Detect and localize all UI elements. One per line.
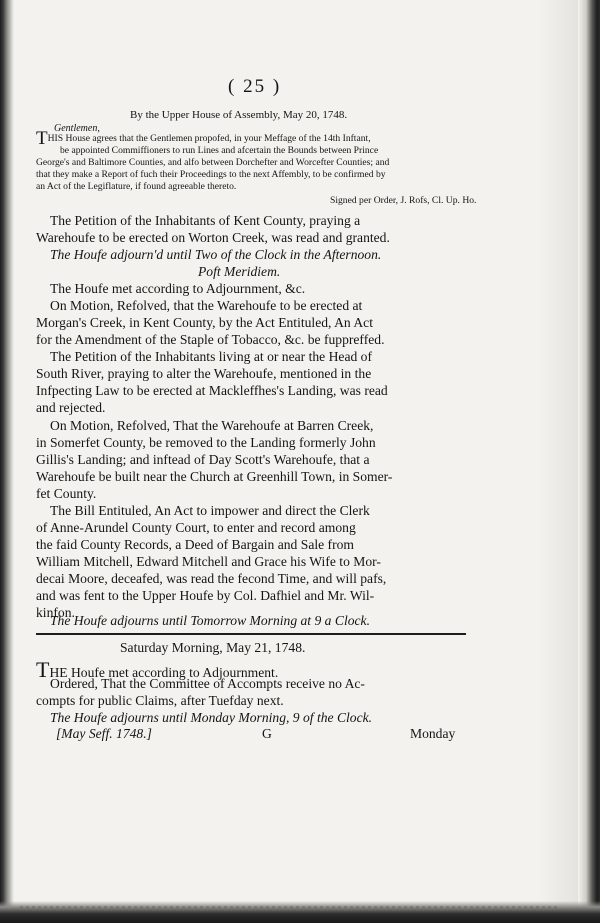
body-line: Warehoufe be built near the Church at Greenhill Town, in Somer-	[36, 469, 393, 484]
body-line: Gillis's Landing; and inftead of Day Scott's Warehoufe, that a	[36, 452, 370, 467]
body-line: The Houfe met according to Adjournment, &c.	[50, 281, 306, 296]
body-line: of Anne-Arundel County Court, to enter and record among	[36, 520, 356, 535]
body-line: The Petition of the Inhabitants of Kent County, praying a	[50, 213, 361, 228]
body-line: the faid County Records, a Deed of Bargain and Sale from	[36, 537, 354, 552]
body-line: and rejected.	[36, 400, 106, 415]
body-line: fet County.	[36, 486, 97, 501]
saturday-line: THE Houfe met according to Adjournment.	[36, 657, 279, 682]
body-line: The Petition of the Inhabitants living at or near the Head of	[50, 349, 373, 364]
adjourn-line: The Houfe adjourn'd until Two of the Clock in the Afternoon.	[50, 247, 382, 262]
message-line: be appointed Commiffioners to run Lines and afcertain the Bounds between Prince	[60, 145, 379, 156]
message-line: that they make a Report of fuch their Proceedings to the next Affembly, to be confirmed by	[36, 169, 386, 180]
body-line: William Mitchell, Edward Mitchell and Grace his Wife to Mor-	[36, 554, 381, 569]
saturday-line: compts for public Claims, after Tuefday next.	[36, 693, 284, 708]
post-meridiem-heading: Poft Meridiem.	[198, 264, 281, 279]
dropcap: T	[36, 128, 48, 149]
body-line: and was fent to the Upper Houfe by Col. Dafhiel and Mr. Wil-	[36, 588, 375, 603]
salutation: Gentlemen,	[54, 123, 100, 134]
body-line: The Bill Entituled, An Act to impower and direct the Clerk	[50, 503, 370, 518]
body-line: decai Moore, deceafed, was read the fecond Time, and will pafs,	[36, 571, 387, 586]
signature-mark: G	[262, 726, 272, 741]
page-right-edge	[578, 0, 600, 923]
signature-line: Signed per Order, J. Rofs, Cl. Up. Ho.	[330, 195, 477, 206]
body-line: for the Amendment of the Staple of Tobacco, &c. be fuppreffed.	[36, 332, 385, 347]
body-line: in Somerfet County, be removed to the Landing formerly John	[36, 435, 376, 450]
message-line: an Act of the Legiflature, if found agreeable thereto.	[36, 181, 237, 192]
body-line: Infpecting Law to be erected at Mackleffhes's Landing, was read	[36, 383, 388, 398]
page-edge-fade	[538, 0, 578, 923]
body-line: Morgan's Creek, in Kent County, by the Act Entituled, An Act	[36, 315, 373, 330]
page-gutter-shadow	[0, 0, 14, 923]
upper-house-header: By the Upper House of Assembly, May 20, 1748.	[130, 109, 348, 121]
adjourn-line: The Houfe adjourns until Tomorrow Morning at 9 a Clock.	[50, 613, 370, 628]
message-line: THIS House agrees that the Gentlemen propofed, in your Meffage of the 14th Inftant,	[36, 128, 371, 149]
bleed-through-text	[20, 906, 560, 910]
body-line: On Motion, Refolved, that the Warehoufe to be erected at	[50, 298, 363, 313]
body-line: South River, praying to alter the Warehoufe, mentioned in the	[36, 366, 372, 381]
dropcap: T	[36, 657, 50, 682]
saturday-line: Ordered, That the Committee of Accompts receive no Ac-	[50, 676, 365, 691]
adjourn-line: The Houfe adjourns until Monday Morning, 9 of the Clock.	[50, 710, 373, 725]
message-line: George's and Baltimore Counties, and alfo between Dorchefter and Worcefter Counties; and	[36, 157, 390, 168]
page-bottom-edge	[0, 901, 600, 923]
body-line: kinfon.	[36, 605, 75, 620]
page-number: ( 25 )	[228, 76, 282, 97]
session-marker: [May Seff. 1748.]	[56, 726, 152, 741]
section-divider	[36, 633, 466, 635]
body-line: On Motion, Refolved, That the Warehoufe at Barren Creek,	[50, 418, 374, 433]
saturday-heading: Saturday Morning, May 21, 1748.	[120, 640, 306, 655]
body-line: Warehoufe to be erected on Worton Creek, was read and granted.	[36, 230, 390, 245]
catchword: Monday	[410, 726, 456, 741]
